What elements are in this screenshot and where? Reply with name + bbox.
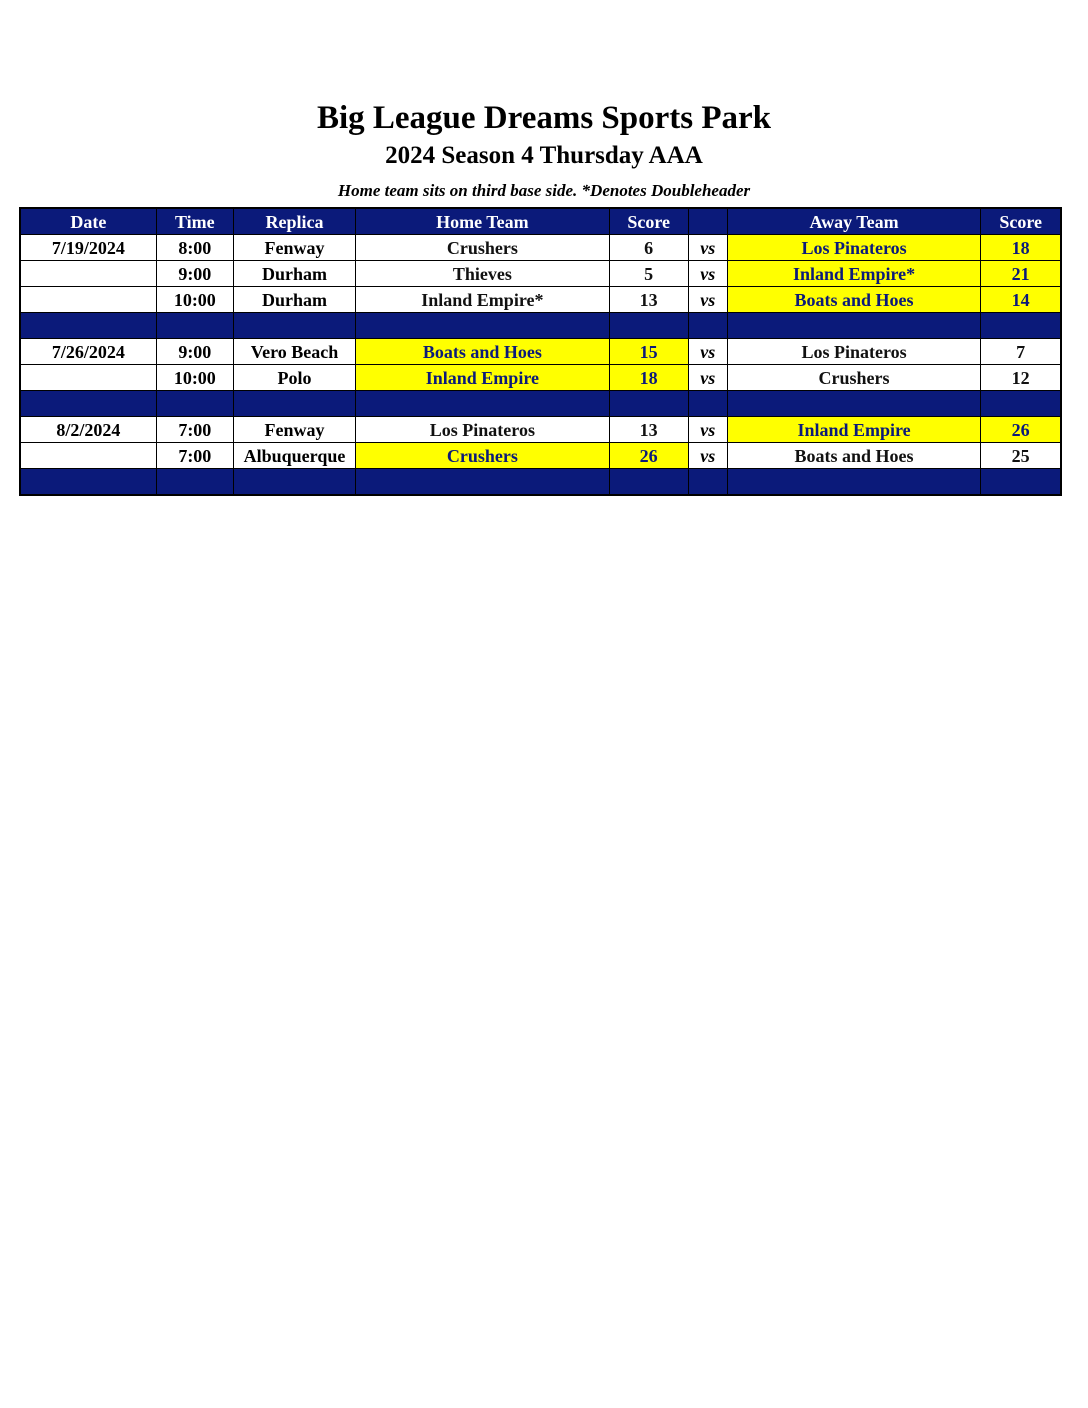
header-replica: Replica <box>233 208 355 235</box>
schedule-note: Home team sits on third base side. *Denotes Doubleheader <box>337 181 751 200</box>
home-team: Los Pinateros <box>356 417 609 443</box>
table-row <box>20 417 1061 443</box>
header-away-score: Score <box>981 208 1061 235</box>
away-score: 7 <box>981 339 1061 365</box>
vs-label: vs <box>688 365 727 391</box>
game-date: 8/2/2024 <box>20 417 156 443</box>
game-date <box>20 287 156 313</box>
away-score: 21 <box>981 261 1061 287</box>
home-score: 6 <box>609 235 688 261</box>
game-date: 7/26/2024 <box>20 339 156 365</box>
away-team: Inland Empire <box>727 417 980 443</box>
header-home-score: Score <box>609 208 688 235</box>
home-team: Crushers <box>356 443 609 469</box>
away-score: 26 <box>981 417 1061 443</box>
separator-row <box>20 313 1061 339</box>
away-team: Boats and Hoes <box>727 287 980 313</box>
table-row <box>20 235 1061 261</box>
vs-label: vs <box>688 235 727 261</box>
away-team: Los Pinateros <box>727 339 980 365</box>
game-replica: Polo <box>233 365 355 391</box>
away-team: Inland Empire* <box>727 261 980 287</box>
game-replica: Albuquerque <box>233 443 355 469</box>
home-score: 18 <box>609 365 688 391</box>
vs-label: vs <box>688 417 727 443</box>
away-score: 12 <box>981 365 1061 391</box>
game-time: 9:00 <box>156 339 233 365</box>
separator-row <box>20 391 1061 417</box>
game-replica: Vero Beach <box>233 339 355 365</box>
header-date: Date <box>20 208 156 235</box>
game-date <box>20 443 156 469</box>
home-score: 26 <box>609 443 688 469</box>
game-replica: Durham <box>233 261 355 287</box>
table-row <box>20 261 1061 287</box>
game-replica: Fenway <box>233 235 355 261</box>
home-score: 15 <box>609 339 688 365</box>
away-score: 14 <box>981 287 1061 313</box>
home-team: Inland Empire* <box>356 287 609 313</box>
game-time: 8:00 <box>156 235 233 261</box>
header-home-team: Home Team <box>356 208 609 235</box>
home-score: 5 <box>609 261 688 287</box>
away-team: Crushers <box>727 365 980 391</box>
table-row <box>20 339 1061 365</box>
table-row <box>20 287 1061 313</box>
table-row <box>20 443 1061 469</box>
vs-label: vs <box>688 287 727 313</box>
home-score: 13 <box>609 417 688 443</box>
game-replica: Fenway <box>233 417 355 443</box>
away-score: 18 <box>981 235 1061 261</box>
page-title: Big League Dreams Sports Park <box>316 100 772 136</box>
table-row <box>20 365 1061 391</box>
game-time: 7:00 <box>156 417 233 443</box>
vs-label: vs <box>688 261 727 287</box>
home-score: 13 <box>609 287 688 313</box>
header-vs <box>688 208 727 235</box>
game-replica: Durham <box>233 287 355 313</box>
away-score: 25 <box>981 443 1061 469</box>
game-time: 7:00 <box>156 443 233 469</box>
home-team: Inland Empire <box>356 365 609 391</box>
game-time: 10:00 <box>156 287 233 313</box>
page-subtitle: 2024 Season 4 Thursday AAA <box>385 142 703 169</box>
header-row <box>20 208 1061 235</box>
home-team: Thieves <box>356 261 609 287</box>
away-team: Los Pinateros <box>727 235 980 261</box>
game-time: 9:00 <box>156 261 233 287</box>
game-time: 10:00 <box>156 365 233 391</box>
game-date: 7/19/2024 <box>20 235 156 261</box>
schedule-table <box>19 207 1062 496</box>
home-team: Crushers <box>356 235 609 261</box>
home-team: Boats and Hoes <box>356 339 609 365</box>
separator-row <box>20 469 1061 496</box>
game-date <box>20 365 156 391</box>
vs-label: vs <box>688 339 727 365</box>
header-away-team: Away Team <box>727 208 980 235</box>
header-time: Time <box>156 208 233 235</box>
vs-label: vs <box>688 443 727 469</box>
away-team: Boats and Hoes <box>727 443 980 469</box>
game-date <box>20 261 156 287</box>
